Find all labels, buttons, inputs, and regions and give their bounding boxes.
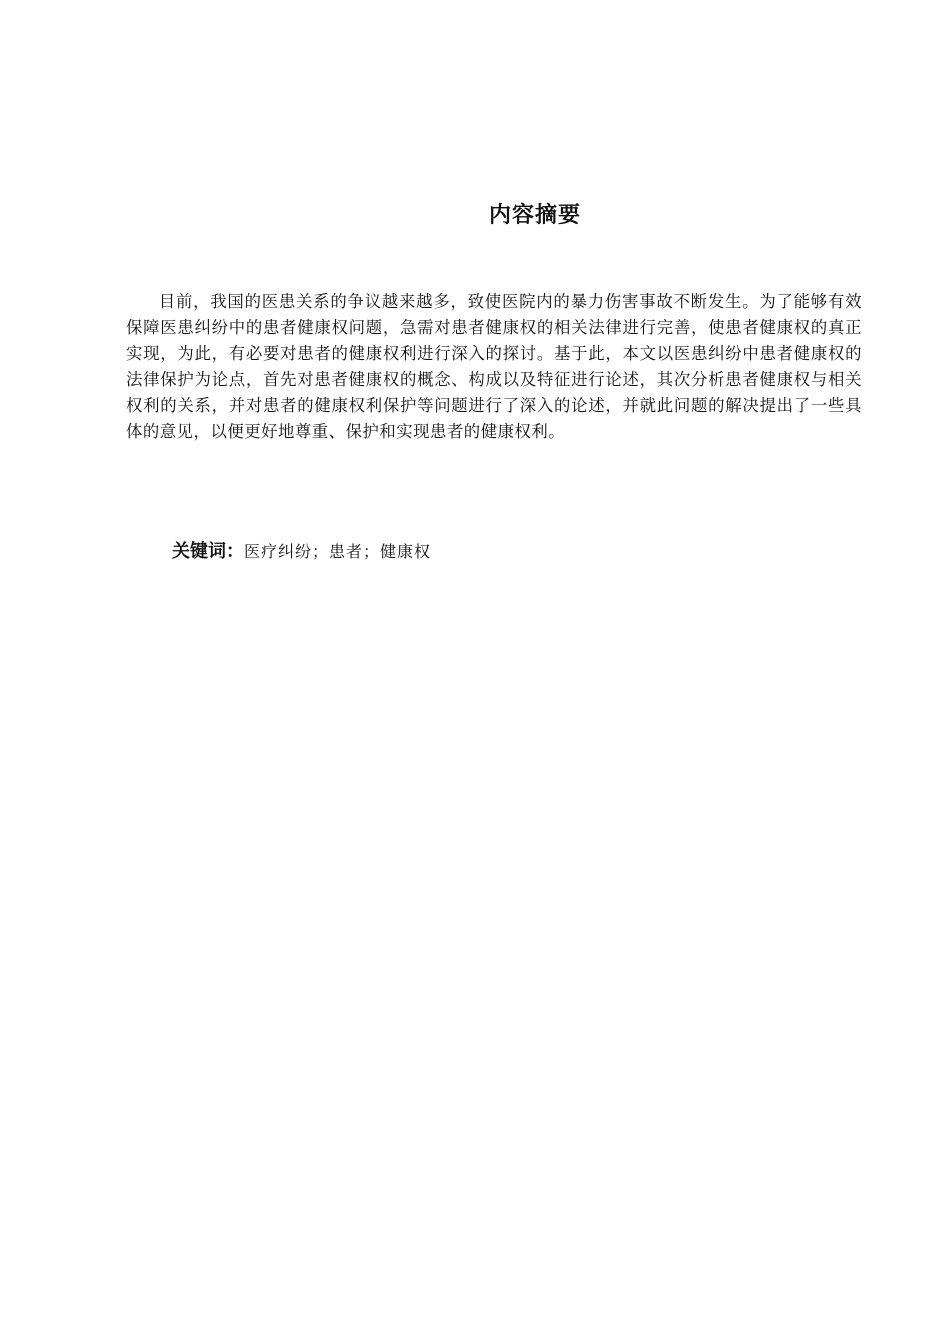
keywords-values: 医疗纠纷；患者；健康权 xyxy=(244,542,432,561)
abstract-paragraph: 目前，我国的医患关系的争议越来越多，致使医院内的暴力伤害事故不断发生。为了能够有效保障医患纠纷中的患者健康权问题，急需对患者健康权的相关法律进行完善，使患者健康权的真正实现，为此，有必要对患者的健康权利进行深入的探讨。基于此，本文以医患纠纷中患者健康权的法律保护为论点，首先对患者健康权的概念、构成以及特征进行论述，其次分析患者健康权与相关权利的关系，并对患者的健康权利保护等问题进行了深入的论述，并就此问题的解决提出了一些具体的意见，以便更好地尊重、保护和实现患者的健康权利。 xyxy=(126,292,862,441)
page-title: 内容摘要 xyxy=(488,203,581,228)
keywords-label: 关键词： xyxy=(172,541,244,562)
keywords-line xyxy=(172,539,431,565)
